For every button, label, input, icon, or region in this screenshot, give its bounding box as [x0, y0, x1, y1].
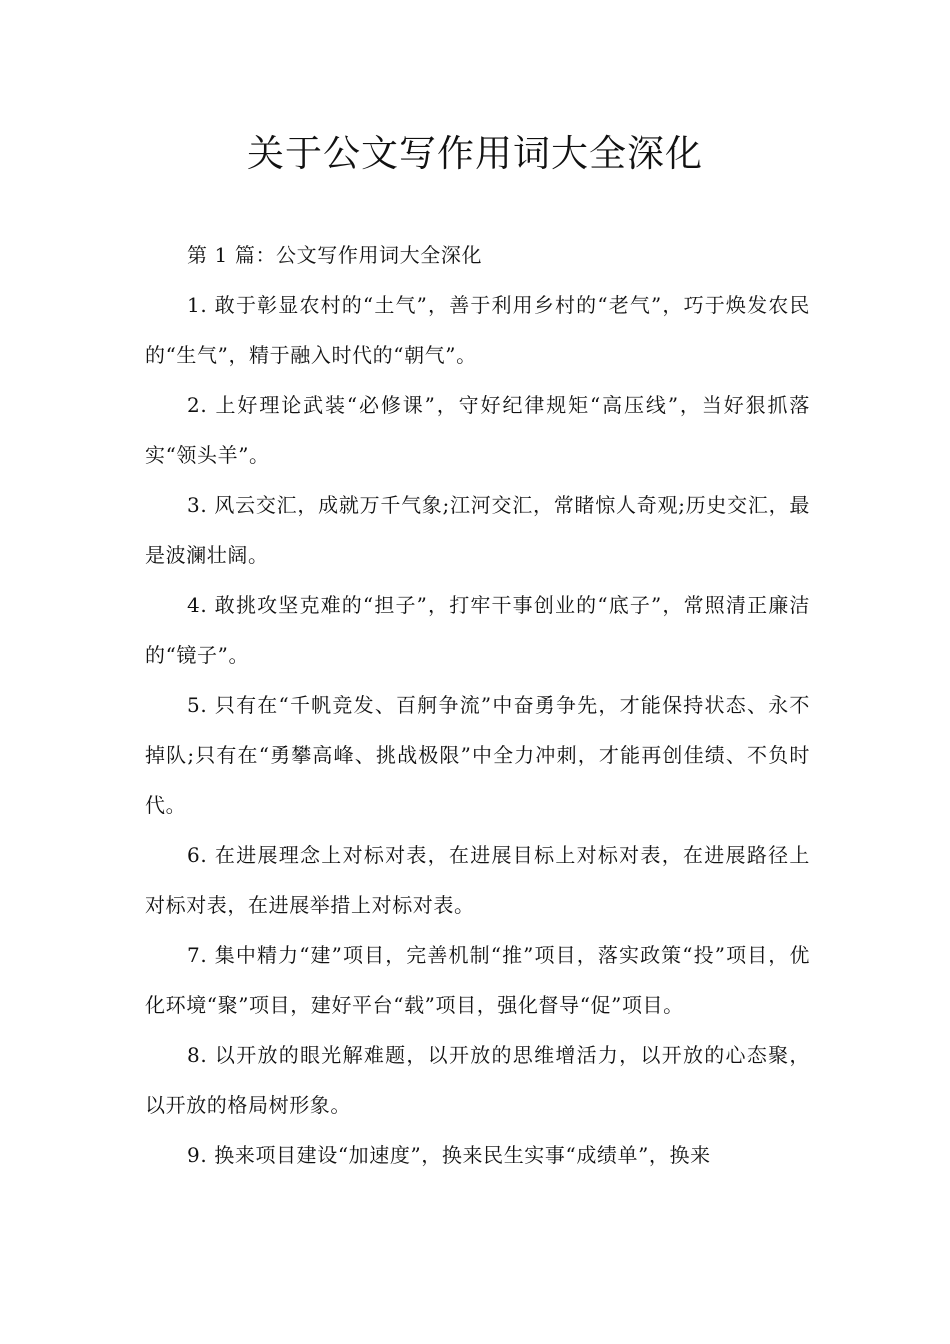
paragraph-5: 5. 只有在“千帆竞发、百舸争流”中奋勇争先，才能保持状态、永不掉队;只有在“勇攀高峰、挑战极限”中全力冲刺，才能再创佳绩、不负时代。 — [145, 693, 810, 817]
paragraph-6: 6. 在进展理念上对标对表，在进展目标上对标对表，在进展路径上对标对表，在进展举措上对标对表。 — [145, 843, 810, 917]
paragraph-9: 9. 换来项目建设“加速度”，换来民生实事“成绩单”，换来 — [187, 1143, 711, 1167]
document-body — [145, 230, 810, 1180]
paragraph-7: 7. 集中精力“建”项目，完善机制“推”项目，落实政策“投”项目，优化环境“聚”项目，建好平台“载”项目，强化督导“促”项目。 — [145, 943, 810, 1017]
document-title: 关于公文写作用词大全深化 — [247, 132, 703, 175]
section-heading: 第 1 篇：公文写作用词大全深化 — [187, 243, 483, 267]
paragraph-3: 3. 风云交汇，成就万千气象;江河交汇，常睹惊人奇观;历史交汇，最是波澜壮阔。 — [145, 493, 810, 567]
paragraph-8: 8. 以开放的眼光解难题，以开放的思维增活力，以开放的心态聚，以开放的格局树形象。 — [145, 1043, 810, 1117]
paragraph-1: 1. 敢于彰显农村的“土气”，善于利用乡村的“老气”，巧于焕发农民的“生气”，精于融入时代的“朝气”。 — [145, 293, 810, 367]
paragraph-4: 4. 敢挑攻坚克难的“担子”，打牢干事创业的“底子”，常照清正廉洁的“镜子”。 — [145, 593, 810, 667]
paragraph-2: 2. 上好理论武装“必修课”，守好纪律规矩“高压线”，当好狠抓落实“领头羊”。 — [145, 393, 810, 467]
